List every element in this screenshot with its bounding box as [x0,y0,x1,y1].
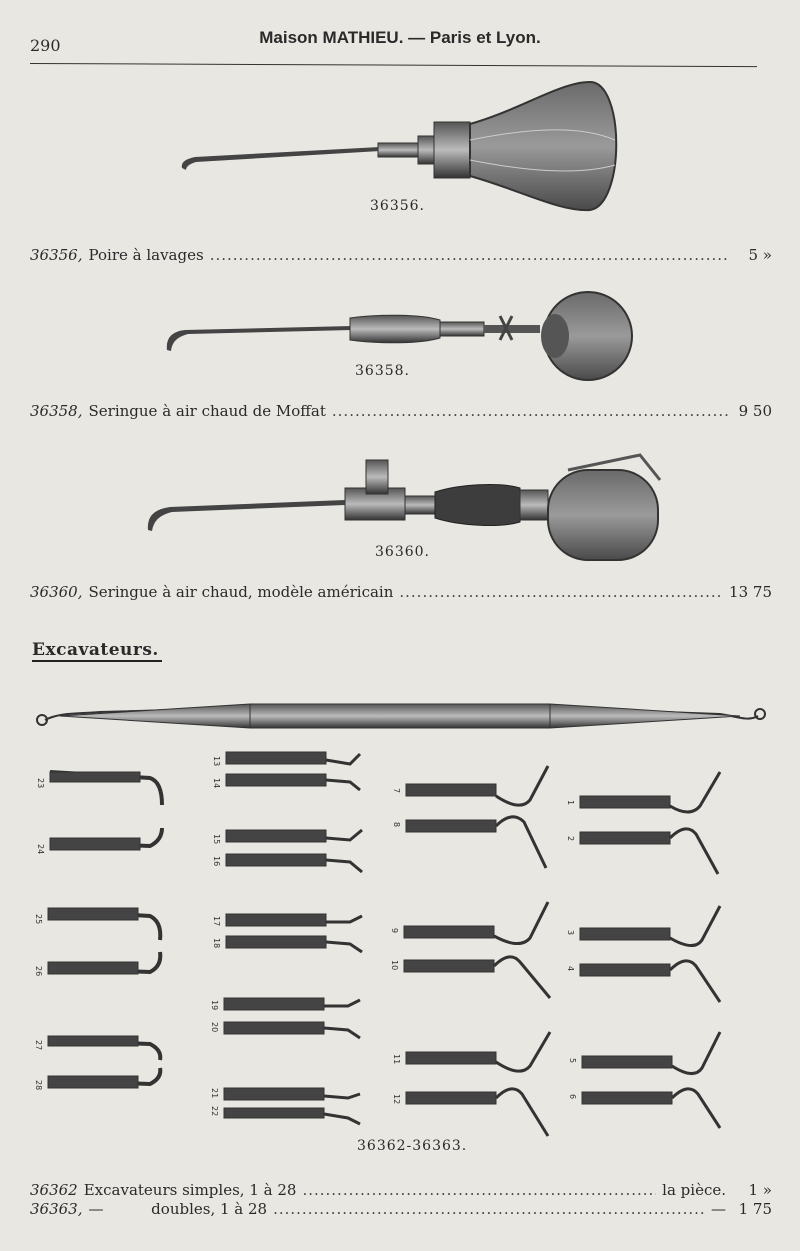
tool-number: 6 [568,1094,577,1100]
page-title: Maison MATHIEU. — Paris et Lyon. [259,28,541,47]
tool-number: 26 [34,966,43,977]
dot-leader [210,246,730,264]
tool-number: 10 [390,960,399,971]
tool-number: 2 [566,836,575,842]
item-price: 13 75 [729,583,772,601]
item-code: 36362 [30,1181,78,1199]
tool-number: 25 [34,914,43,925]
figure-caption: 36356. [370,198,425,214]
excavators-col2 [224,752,362,1124]
section-heading: Excavateurs. [32,640,159,660]
catalog-entry [30,583,772,601]
item-code: 36356, [30,246,83,264]
catalog-entry [30,402,772,420]
tool-number: 19 [210,1000,219,1011]
figure-caption: 36362-36363. [357,1138,468,1154]
figure-caption: 36358. [355,363,410,379]
tool-number: 24 [36,844,45,855]
tool-number: 9 [390,928,399,934]
bulb-syringe-illustration [182,82,616,210]
tool-number: 17 [212,916,221,927]
catalog-entry [30,1181,772,1199]
tool-number: 3 [566,930,575,936]
excavators-col1 [48,772,162,1088]
tool-number: 5 [568,1058,577,1064]
excavators-col4 [580,772,720,1128]
tool-number: 7 [392,788,401,794]
tool-number: 12 [392,1094,401,1105]
item-price: 9 50 [738,402,772,420]
tool-number: 8 [392,822,401,828]
tool-number: 18 [212,938,221,949]
tool-number: 23 [36,778,45,789]
catalog-entry [30,246,772,264]
item-code: 36358, [30,402,83,420]
tool-number: 14 [212,778,221,789]
item-description: — doubles, 1 à 28 [88,1200,268,1218]
tool-number: 21 [210,1088,219,1099]
item-description: Seringue à air chaud, modèle américain [88,583,394,601]
catalog-entry [30,1200,772,1218]
tool-number: 28 [34,1080,43,1091]
dot-leader [302,1181,656,1199]
page-number: 290 [30,36,61,55]
item-code: 36360, [30,583,83,601]
dot-leader [332,402,730,420]
tool-number: 13 [212,756,221,767]
tool-number: 20 [210,1022,219,1033]
item-unit: — [711,1200,726,1218]
excavators-col3 [404,766,550,1136]
item-price: 1 » [748,1181,772,1199]
item-description: Excavateurs simples, 1 à 28 [83,1181,297,1199]
item-description: Seringue à air chaud de Moffat [88,402,326,420]
item-description: Poire à lavages [88,246,204,264]
section-underline [32,660,162,662]
tool-number: 4 [566,966,575,972]
figure-caption: 36360. [375,544,430,560]
tool-number: 11 [392,1054,401,1065]
item-code: 36363, [30,1200,83,1218]
item-price: 5 » [748,246,772,264]
tool-number: 27 [34,1040,43,1051]
tool-number: 16 [212,856,221,867]
tool-number: 15 [212,834,221,845]
double-excavator-illustration [37,704,765,728]
item-price: 1 75 [738,1200,772,1218]
tool-number: 1 [566,800,575,806]
dot-leader [273,1200,705,1218]
item-unit: la pièce. [662,1181,726,1199]
dot-leader [399,583,723,601]
tool-number: 22 [210,1106,219,1117]
